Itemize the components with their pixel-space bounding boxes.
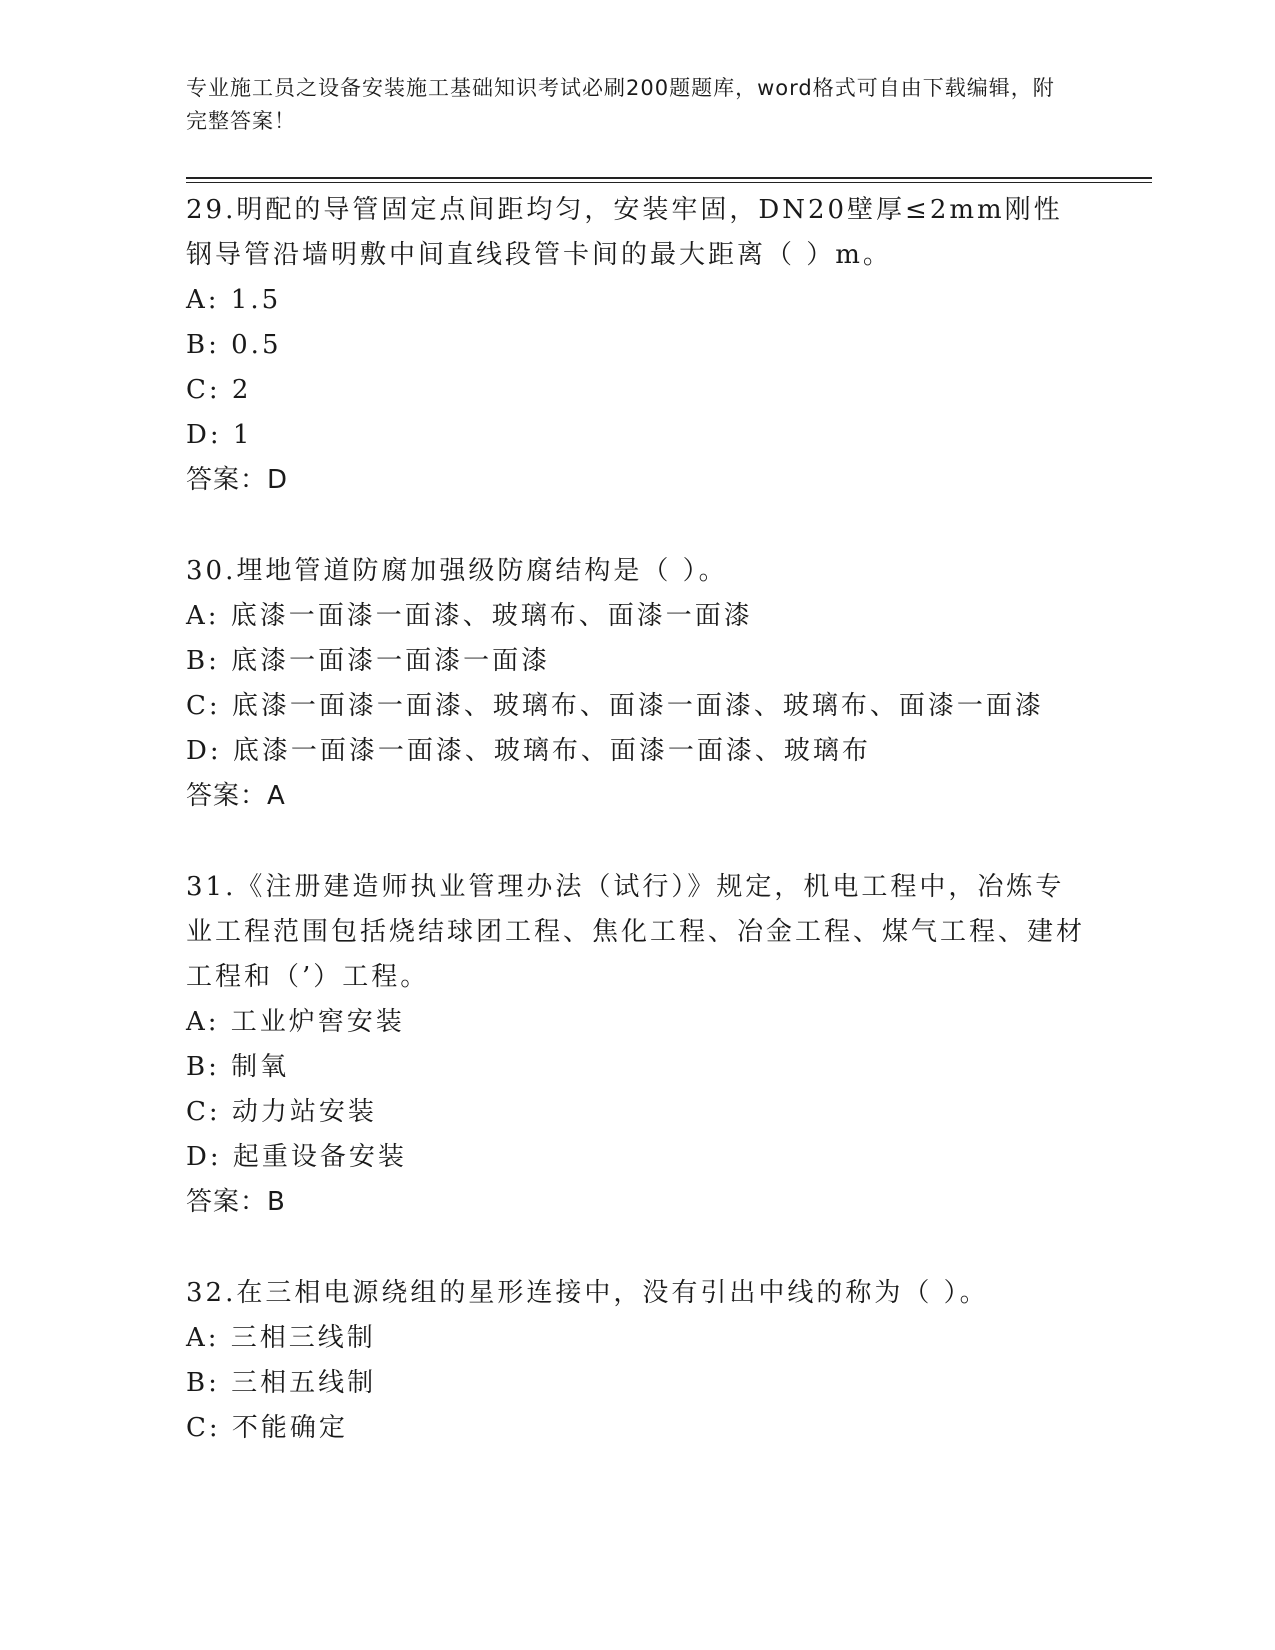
- question-text: 29.明配的导管固定点间距均匀，安装牢固，DN20壁厚≤2mm刚性钢导管沿墙明敷中间直线段管卡间的最大距离（ ）m。: [186, 195, 1063, 270]
- option-d: D: 起重设备安装: [186, 1142, 407, 1172]
- option-c: C: 不能确定: [186, 1413, 348, 1443]
- question-text: 30.埋地管道防腐加强级防腐结构是（ ）。: [186, 556, 728, 586]
- option-b: B: 制氧: [186, 1052, 290, 1082]
- header-divider-thick: [186, 177, 1152, 179]
- answer: 答案：D: [186, 465, 289, 495]
- option-a: A: 底漆一面漆一面漆、玻璃布、面漆一面漆: [186, 601, 753, 631]
- header-divider-thin: [186, 182, 1152, 183]
- question-30: [186, 549, 1086, 818]
- question-text: 32.在三相电源绕组的星形连接中，没有引出中线的称为（ ）。: [186, 1278, 989, 1308]
- option-c: C: 2: [186, 375, 252, 405]
- answer: 答案：A: [186, 781, 286, 811]
- answer: 答案：B: [186, 1187, 286, 1217]
- question-32: [186, 1271, 1086, 1451]
- option-a: A: 工业炉窖安装: [186, 1007, 405, 1037]
- option-a: A: 1.5: [186, 285, 282, 315]
- question-list: [186, 188, 1086, 1451]
- option-c: C: 动力站安装: [186, 1097, 377, 1127]
- option-b: B: 三相五线制: [186, 1368, 377, 1398]
- option-c: C: 底漆一面漆一面漆、玻璃布、面漆一面漆、玻璃布、面漆一面漆: [186, 691, 1044, 721]
- option-b: B: 底漆一面漆一面漆一面漆: [186, 646, 551, 676]
- question-text: 31.《注册建造师执业管理办法（试行）》规定，机电工程中，冶炼专业工程范围包括烧结球团工程、焦化工程、冶金工程、煤气工程、建材工程和（’）工程。: [186, 872, 1086, 992]
- document-header: 专业施工员之设备安装施工基础知识考试必刷200题题库，word格式可自由下载编辑，附完整答案！: [186, 76, 1055, 133]
- question-31: [186, 865, 1086, 1224]
- question-29: [186, 188, 1086, 502]
- option-d: D: 1: [186, 420, 253, 450]
- option-d: D: 底漆一面漆一面漆、玻璃布、面漆一面漆、玻璃布: [186, 736, 871, 766]
- option-b: B: 0.5: [186, 330, 282, 360]
- option-a: A: 三相三线制: [186, 1323, 376, 1353]
